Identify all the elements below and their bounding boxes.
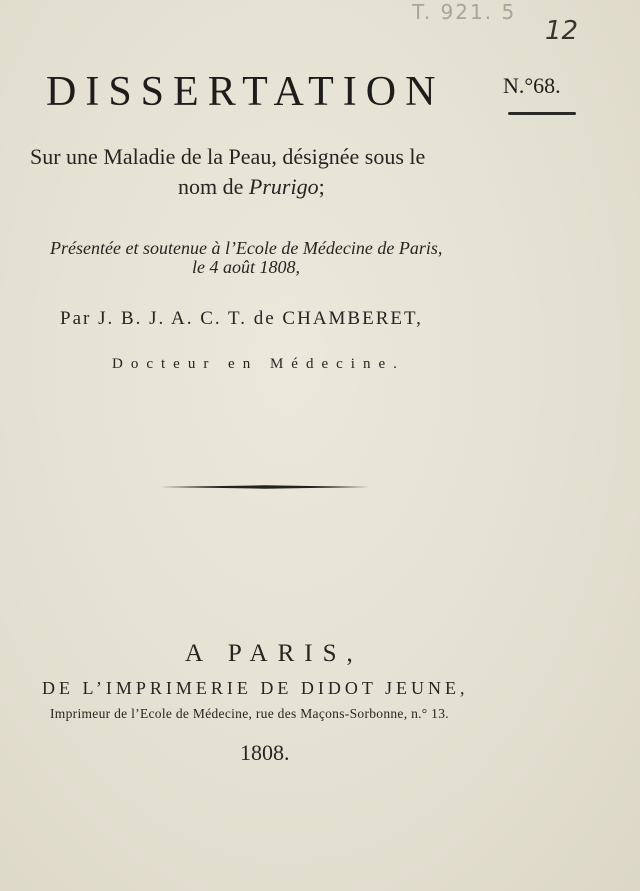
subtitle-line-1: Sur une Maladie de la Peau, désignée sous le <box>30 144 426 169</box>
subtitle-suffix: ; <box>318 174 325 199</box>
subtitle-line-2 <box>178 174 325 200</box>
imprint-year: 1808. <box>240 740 290 765</box>
imprint-printer: DE L’IMPRIMERIE DE DIDOT JEUNE, <box>42 678 469 698</box>
subtitle-prefix: nom de <box>178 174 249 199</box>
presented-line-1: Présentée et soutenue à l’Ecole de Médecine de Paris, <box>50 238 443 258</box>
imprint-address: Imprimeur de l’Ecole de Médecine, rue des Maçons-Sorbonne, n.° 13. <box>50 706 449 721</box>
number-underline <box>508 112 576 115</box>
author-line: Par J. B. J. A. C. T. de CHAMBERET, <box>60 308 423 329</box>
shelfmark: T. 921. 5 <box>412 0 517 24</box>
imprint-city: A PARIS, <box>185 640 363 667</box>
decorative-rule <box>160 485 370 489</box>
presented-line-2: le 4 août 1808, <box>192 257 300 277</box>
degree-line: Docteur en Médecine. <box>112 356 405 372</box>
document-number: N.°68. <box>503 73 561 98</box>
disease-term: Prurigo <box>248 174 319 199</box>
document-title: DISSERTATION <box>46 69 445 115</box>
folio-mark: 12 <box>545 16 579 46</box>
